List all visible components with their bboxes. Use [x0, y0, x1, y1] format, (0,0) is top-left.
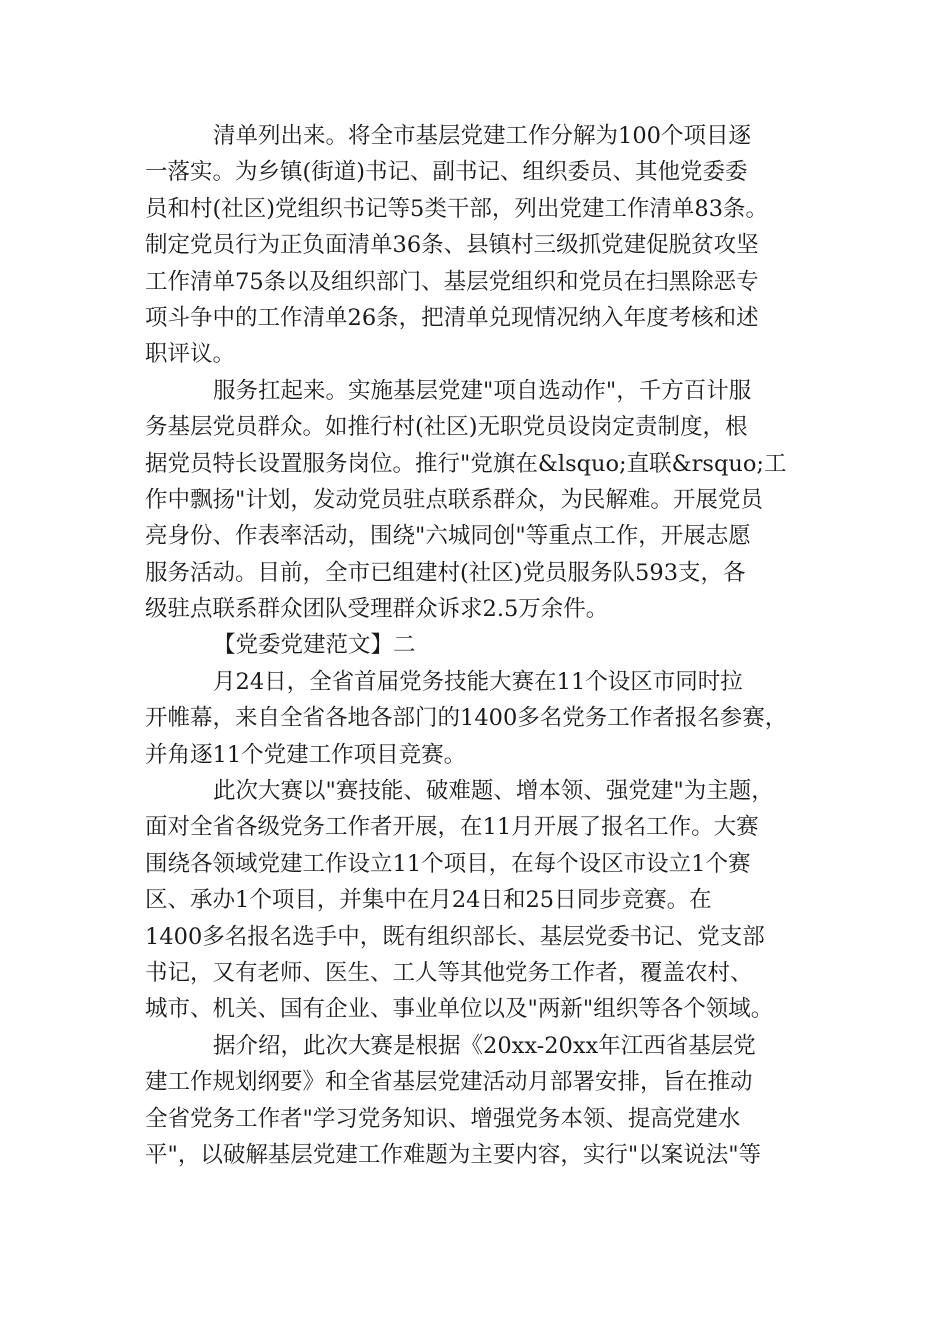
text-line: 全省党务工作者"学习党务知识、增强党务本领、提高党建水 — [145, 1105, 741, 1132]
text-line: 清单列出来。将全市基层党建工作分解为100个项目逐 — [213, 123, 751, 149]
text-line: 1400多名报名选手中，既有组织部长、基层党委书记、党支部 — [145, 923, 765, 950]
text-line: 据介绍，此次大赛是根据《20xx-20xx年江西省基层党 — [213, 1032, 756, 1059]
text-line: 级驻点联系群众团队受理群众诉求2.5万余件。 — [145, 596, 609, 623]
text-line: 一落实。为乡镇(街道)书记、副书记、组织委员、其他党委委 — [145, 159, 748, 186]
text-line: 平"，以破解基层党建工作难题为主要内容，实行"以案说法"等 — [145, 1141, 762, 1168]
text-line: 工作清单75条以及组织部门、基层党组织和党员在扫黑除恶专 — [145, 268, 759, 295]
text-line: 服务活动。目前，全市已组建村(社区)党员服务队593支，各 — [145, 559, 746, 586]
text-line: 【党委党建范文】二 — [213, 632, 416, 659]
text-line: 职评议。 — [145, 341, 236, 368]
text-line: 书记，又有老师、医生、工人等其他党务工作者，覆盖农村、 — [145, 959, 753, 986]
text-line: 月24日，全省首届党务技能大赛在11个设区市同时拉 — [213, 668, 743, 695]
text-line: 围绕各领域党建工作设立11个项目，在每个设区市设立1个赛 — [145, 850, 751, 877]
text-line: 并角逐11个党建工作项目竞赛。 — [145, 741, 467, 768]
text-line: 务基层党员群众。如推行村(社区)无职党员设岗定责制度，根 — [145, 414, 748, 441]
text-line: 建工作规划纲要》和全省基层党建活动月部署安排，旨在推动 — [145, 1069, 753, 1096]
text-line: 开帷幕，来自全省各地各部门的1400多名党务工作者报名参赛， — [145, 705, 788, 732]
text-line: 城市、机关、国有企业、事业单位以及"两新"组织等各个领域。 — [145, 996, 774, 1023]
text-line: 此次大赛以"赛技能、破难题、增本领、强党建"为主题， — [213, 778, 774, 805]
text-line: 员和村(社区)党组织书记等5类干部，列出党建工作清单83条。 — [145, 195, 769, 222]
text-line: 区、承办1个项目，并集中在月24日和25日同步竞赛。在 — [145, 887, 712, 914]
text-line: 服务扛起来。实施基层党建"项自选动作"，千方百计服 — [213, 377, 752, 404]
text-line: 作中飘扬"计划，发动党员驻点联系群众，为民解难。开展党员 — [145, 486, 763, 513]
text-line: 面对全省各级党务工作者开展，在11月开展了报名工作。大赛 — [145, 814, 759, 841]
text-line: 亮身份、作表率活动，围绕"六城同创"等重点工作，开展志愿 — [145, 523, 751, 550]
text-line: 据党员特长设置服务岗位。推行"党旗在&lsquo;直联&rsquo;工 — [145, 450, 787, 477]
text-line: 项斗争中的工作清单26条，把清单兑现情况纳入年度考核和述 — [145, 304, 759, 331]
text-line: 制定党员行为正负面清单36条、县镇村三级抓党建促脱贫攻坚 — [145, 232, 759, 259]
document-body — [145, 118, 805, 1173]
